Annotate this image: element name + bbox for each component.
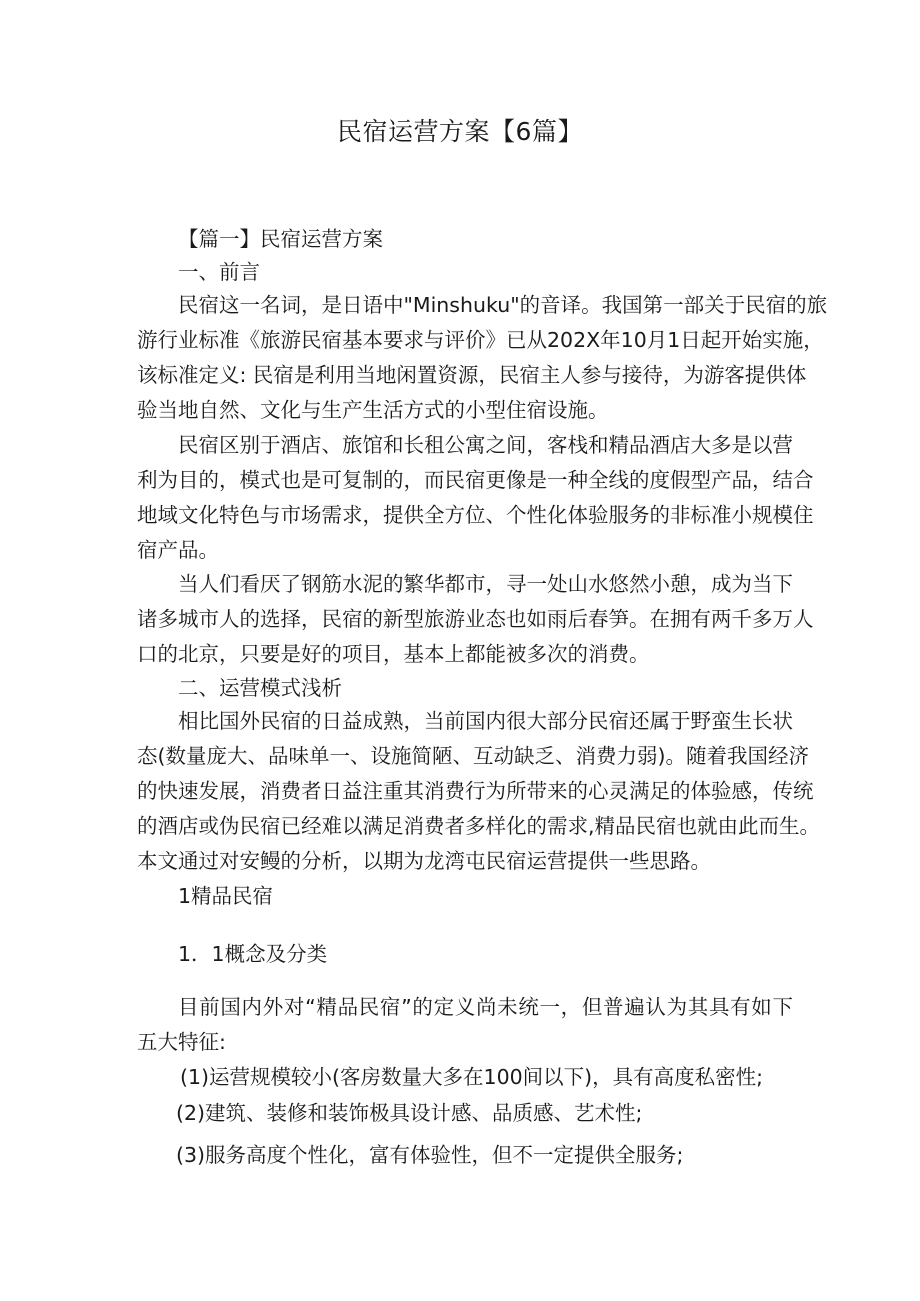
paragraph-line: 宿产品。 bbox=[137, 538, 219, 562]
paragraph-line: 五大特征: bbox=[137, 1030, 226, 1054]
document-title: 民宿运营方案【6篇】 bbox=[337, 117, 583, 146]
paragraph-line: 本文通过对安鳗的分析，以期为龙湾屯民宿运营提供一些思路。 bbox=[137, 849, 711, 873]
paragraph-line: 的快速发展，消费者日益注重其消费行为所带来的心灵满足的体验感，传统 bbox=[137, 779, 814, 803]
paragraph-line: 民宿这一名词，是日语中"Minshuku"的音译。我国第一部关于民宿的旅 bbox=[178, 293, 828, 317]
section-heading: 二、运营模式浅析 bbox=[178, 676, 342, 700]
paragraph-line: 目前国内外对“精品民宿”的定义尚未统一，但普遍认为其具有如下 bbox=[178, 995, 793, 1019]
paragraph-line: 当人们看厌了钢筋水泥的繁华都市，寻一处山水悠然小憩，成为当下 bbox=[178, 572, 793, 596]
feature-item: (1)运营规模较小(客房数量大多在100间以下)，具有高度私密性; bbox=[180, 1065, 764, 1089]
paragraph-line: 利为目的，模式也是可复制的，而民宿更像是一种全线的度假型产品，结合 bbox=[137, 468, 814, 492]
paragraph-line: 民宿区别于酒店、旅馆和长租公寓之间，客栈和精品酒店大多是以营 bbox=[178, 433, 793, 457]
paragraph-line: 相比国外民宿的日益成熟，当前国内很大部分民宿还属于野蛮生长状 bbox=[178, 709, 793, 733]
feature-item: (3)服务高度个性化，富有体验性，但不一定提供全服务; bbox=[176, 1143, 684, 1167]
paragraph-line: 的酒店或伪民宿已经难以满足消费者多样化的需求,精品民宿也就由此而生。 bbox=[137, 814, 821, 838]
sub-heading: 1精品民宿 bbox=[178, 884, 274, 908]
sub-heading: 1．1概念及分类 bbox=[178, 942, 328, 966]
paragraph-line: 该标准定义: 民宿是利用当地闲置资源，民宿主人参与接待，为游客提供体 bbox=[137, 363, 807, 387]
paragraph-line: 口的北京，只要是好的项目，基本上都能被多次的消费。 bbox=[137, 642, 650, 666]
paragraph-line: 游行业标准《旅游民宿基本要求与评价》已从202X年10月1日起开始实施， bbox=[137, 328, 824, 352]
section-heading: 一、前言 bbox=[178, 260, 260, 284]
paragraph-line: 验当地自然、文化与生产生活方式的小型住宿设施。 bbox=[137, 398, 609, 422]
paragraph-line: 诸多城市人的选择，民宿的新型旅游业态也如雨后春笋。在拥有两千多万人 bbox=[137, 607, 814, 631]
paragraph-line: 态(数量庞大、品味单一、设施简陋、互动缺乏、消费力弱)。随着我国经济 bbox=[137, 744, 809, 768]
feature-item: (2)建筑、装修和装饰极具设计感、品质感、艺术性; bbox=[176, 1101, 643, 1125]
article-heading: 【篇一】民宿运营方案 bbox=[178, 227, 383, 251]
paragraph-line: 地域文化特色与市场需求，提供全方位、个性化体验服务的非标准小规模住 bbox=[137, 503, 814, 527]
